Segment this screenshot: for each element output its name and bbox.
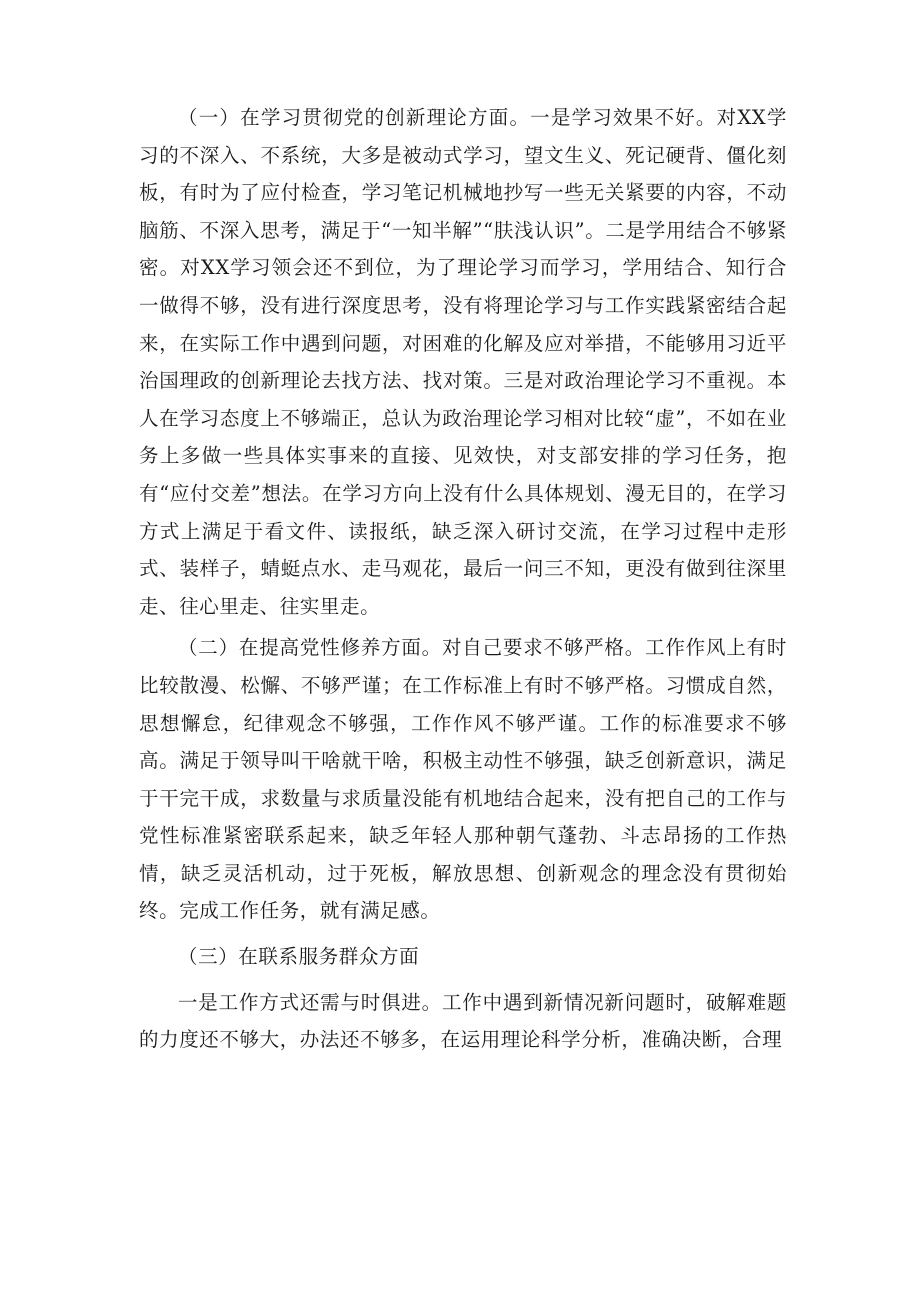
section-heading-serve-masses: （三）在联系服务群众方面	[178, 945, 420, 969]
paragraph-work-methods: 一是工作方式还需与时俱进。工作中遇到新情况新问题时，破解难题的力度还不够大，办法还不够多，在运用理论科学分析，准确决断，合理	[139, 990, 787, 1052]
paragraph-party-spirit: （二）在提高党性修养方面。对自己要求不够严格。工作作风上有时比较散漫、松懈、不够严谨；在工作标准上有时不够严格。习惯成自然，思想懈怠，纪律观念不够强，工作作风不够严谨。工作的标准要求不够高。满足于领导叫干啥就干啥，积极主动性不够强，缺乏创新意识，满足于干完干成，求数量与求质量没能有机地结合起来，没有把自己的工作与党性标准紧密联系起来，缺乏年轻人那种朝气蓬勃、斗志昂扬的工作热情，缺乏灵活机动，过于死板，解放思想、创新观念的理念没有贯彻始终。完成工作任务，就有满足感。	[139, 636, 787, 923]
paragraph-study-theory: （一）在学习贯彻党的创新理论方面。一是学习效果不好。对XX学习的不深入、不系统，大多是被动式学习，望文生义、死记硬背、僵化刻板，有时为了应付检查，学习笔记机械地抄写一些无关紧要的内容，不动脑筋、不深入思考，满足于“一知半解”“肤浅认识”。二是学用结合不够紧密。对XX学习领会还不到位，为了理论学习而学习，学用结合、知行合一做得不够，没有进行深度思考，没有将理论学习与工作实践紧密结合起来，在实际工作中遇到问题，对困难的化解及应对举措，不能够用习近平治国理政的创新理论去找方法、找对策。三是对政治理论学习不重视。本人在学习态度上不够端正，总认为政治理论学习相对比较“虚”，不如在业务上多做一些具体实事来的直接、见效快，对支部安排的学习任务，抱有“应付交差”想法。在学习方向上没有什么具体规划、漫无目的，在学习方式上满足于看文件、读报纸，缺乏深入研讨交流，在学习过程中走形式、装样子，蜻蜓点水、走马观花，最后一问三不知，更没有做到往深里走、往心里走、往实里走。	[139, 106, 787, 618]
document-body	[139, 99, 787, 1059]
